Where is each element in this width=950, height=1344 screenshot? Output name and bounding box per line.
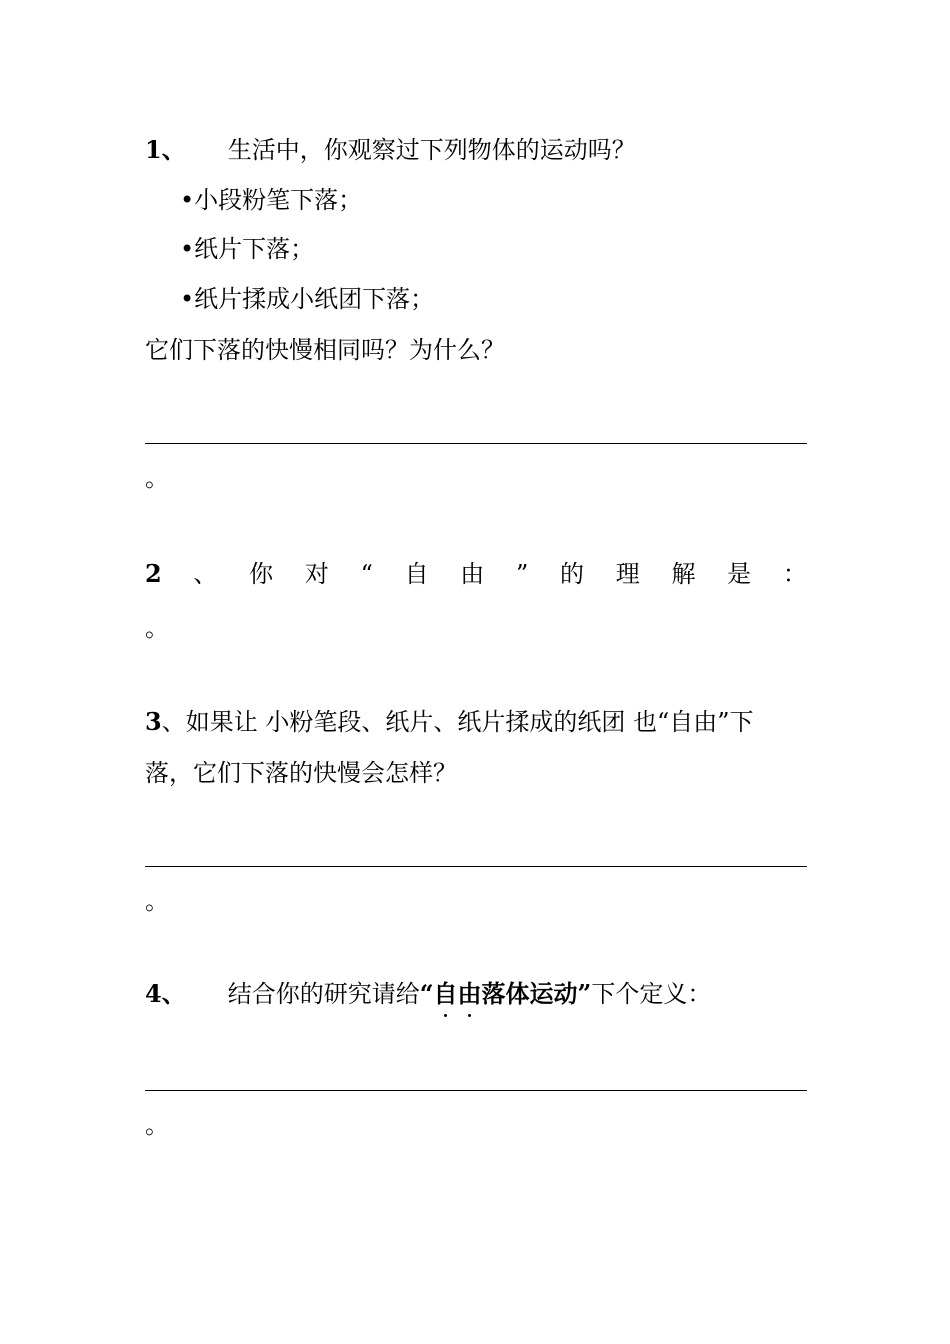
question-2-char: 对 [304, 560, 329, 588]
question-1-number: 1、 [145, 135, 186, 164]
question-1-text: 生活中，你观察过下列物体的运动吗？ [227, 136, 636, 164]
question-2-char: 由 [460, 560, 485, 588]
open-quote: “ [419, 979, 434, 1008]
question-4-text: 结合你的研究请给 [227, 980, 420, 1008]
question-2-char: 自 [404, 560, 429, 588]
question-4-number: 4、 [145, 979, 186, 1008]
period-mark: 。 [145, 614, 169, 642]
question-3-line-2: 落，它们下落的快慢会怎样？ [145, 759, 457, 787]
emphasized-char: 自 [433, 979, 458, 1008]
period-mark: 。 [145, 887, 169, 915]
question-2-char: 解 [671, 560, 696, 588]
answer-line-4[interactable] [145, 1090, 807, 1091]
period-mark: 。 [145, 1111, 169, 1139]
question-4 [145, 978, 711, 1010]
answer-line-1[interactable] [145, 443, 807, 444]
question-2-char: “ [360, 560, 373, 588]
question-1-followup: 它们下落的快慢相同吗？为什么？ [145, 336, 505, 364]
list-item: •纸片下落； [180, 235, 315, 263]
question-2-char: ” [516, 560, 529, 588]
question-2-char: 理 [615, 560, 640, 588]
list-item: •纸片揉成小纸团下落； [180, 285, 435, 313]
list-item: •小段粉笔下落； [180, 186, 363, 214]
question-1 [145, 134, 636, 166]
question-2-char: ： [782, 560, 807, 588]
answer-line-3[interactable] [145, 866, 807, 867]
emphasized-char: 由 [457, 979, 482, 1008]
question-2-char: 2 [145, 559, 162, 588]
question-2 [145, 558, 807, 590]
question-3-line-1 [145, 706, 754, 738]
question-2-char: 是 [727, 560, 752, 588]
question-3-text: 、如果让 小粉笔段、纸片、纸片揉成的纸团 也“自由”下 [161, 708, 754, 736]
question-4-text-after: 下个定义： [591, 980, 712, 1008]
question-2-char: 你 [249, 560, 274, 588]
close-quote: ” [577, 979, 592, 1008]
term-free-fall: 落体运动 [481, 979, 578, 1008]
question-2-char: 的 [560, 560, 585, 588]
period-mark: 。 [145, 464, 169, 492]
question-2-char: 、 [193, 560, 218, 588]
question-3-number: 3 [145, 707, 162, 736]
